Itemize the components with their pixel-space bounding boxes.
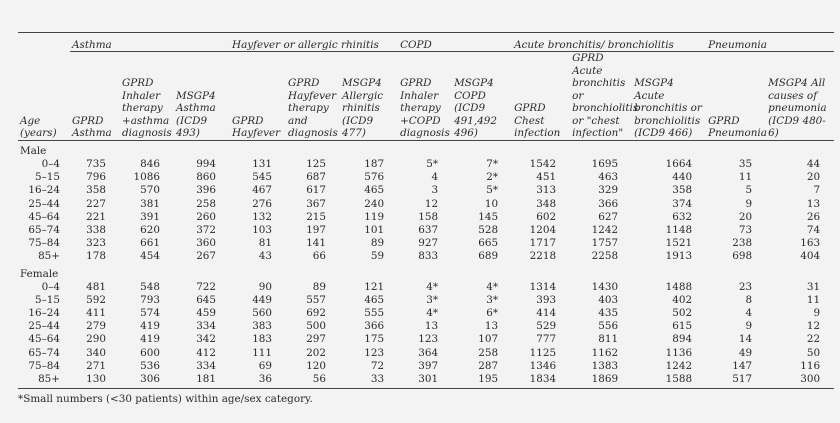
value-cell: 313 [536, 184, 557, 197]
value-cell: 89 [312, 280, 327, 293]
value-cell: 367 [306, 197, 327, 210]
age-cell: 65–74 [28, 346, 60, 359]
value-cell: 7 [813, 184, 821, 197]
value-cell: 2218 [529, 250, 557, 263]
value-cell: 846 [140, 158, 160, 171]
age-cell: 85+ [18, 373, 70, 389]
value-cell: 529 [536, 320, 557, 333]
value-cell: 158 [418, 210, 439, 223]
value-cell: 1913 [665, 250, 693, 263]
footnote: *Small numbers (<30 patients) within age/sex category. [18, 393, 313, 405]
value-cell: 334 [196, 320, 217, 333]
value-cell: 381 [140, 197, 160, 210]
value-cell: 411 [86, 307, 106, 320]
value-cell: 545 [252, 171, 273, 184]
value-cell: 637 [418, 223, 439, 236]
value-cell: 366 [364, 320, 385, 333]
value-cell: 334 [196, 359, 217, 372]
value-cell: 574 [140, 307, 160, 320]
value-cell: 267 [196, 250, 217, 263]
value-cell: 1125 [529, 346, 557, 359]
value-cell: 358 [672, 184, 693, 197]
value-cell: 860 [196, 171, 217, 184]
table-row [18, 346, 834, 359]
value-cell: 500 [306, 320, 327, 333]
value-cell: 89 [370, 237, 385, 250]
value-cell: 181 [174, 373, 230, 389]
value-cell: 927 [418, 237, 439, 250]
value-cell: 397 [418, 359, 439, 372]
value-cell: 555 [364, 307, 385, 320]
data-table [18, 32, 834, 389]
value-cell: 145 [478, 210, 499, 223]
value-cell: 8 [745, 293, 753, 306]
value-cell: 13 [806, 197, 821, 210]
value-cell: 364 [418, 346, 439, 359]
age-cell: 75–84 [28, 359, 60, 372]
value-cell: 13 [424, 320, 439, 333]
value-cell: 116 [800, 359, 821, 372]
value-cell: 1542 [529, 158, 557, 171]
value-cell: 123 [364, 346, 385, 359]
value-cell: 481 [86, 280, 106, 293]
value-cell: 20 [738, 210, 753, 223]
value-cell: 338 [86, 223, 106, 236]
value-cell: 374 [672, 197, 693, 210]
value-cell: 459 [196, 307, 217, 320]
value-cell: 1521 [665, 237, 693, 250]
value-cell: 383 [252, 320, 273, 333]
value-cell: 202 [306, 346, 327, 359]
value-cell: 661 [140, 237, 160, 250]
age-cell: 16–24 [28, 184, 60, 197]
value-cell: 279 [86, 320, 106, 333]
table-row [18, 184, 834, 197]
value-cell: 12 [424, 197, 439, 210]
table-row [18, 307, 834, 320]
value-cell: 419 [140, 333, 160, 346]
value-cell: 419 [140, 320, 160, 333]
value-cell: 560 [252, 307, 273, 320]
value-cell: 81 [258, 237, 273, 250]
value-cell: 692 [306, 307, 327, 320]
value-cell: 56 [286, 373, 340, 389]
value-cell: 404 [800, 250, 821, 263]
age-cell: 25–44 [28, 320, 60, 333]
column-header: MSGP4 All causes of pneumonia (ICD9 480-6) [766, 52, 834, 141]
value-cell: 698 [732, 250, 753, 263]
table-row [18, 333, 834, 346]
value-cell: 290 [86, 333, 106, 346]
value-cell: 414 [536, 307, 557, 320]
value-cell: 2258 [591, 250, 619, 263]
value-cell: 366 [598, 197, 619, 210]
value-cell: 7* [486, 158, 499, 171]
value-cell: 119 [364, 210, 385, 223]
value-cell: 1242 [665, 359, 693, 372]
value-cell: 5* [426, 158, 439, 171]
value-cell: 833 [418, 250, 439, 263]
value-cell: 528 [478, 223, 499, 236]
value-cell: 393 [536, 293, 557, 306]
value-cell: 66 [312, 250, 327, 263]
value-cell: 449 [252, 293, 273, 306]
value-cell: 141 [306, 237, 327, 250]
value-cell: 1383 [591, 359, 619, 372]
value-cell: 342 [196, 333, 217, 346]
value-cell: 13 [484, 320, 499, 333]
value-cell: 240 [364, 197, 385, 210]
value-cell: 101 [364, 223, 385, 236]
column-header: GPRD Hayfever therapy and diagnosis [286, 52, 340, 141]
value-cell: 9 [745, 320, 753, 333]
value-cell: 4* [426, 307, 439, 320]
value-cell: 187 [364, 158, 385, 171]
value-cell: 454 [140, 250, 160, 263]
table-row [18, 280, 834, 293]
age-cell: 45–64 [28, 210, 60, 223]
age-cell: 85+ [38, 250, 60, 263]
value-cell: 107 [478, 333, 499, 346]
column-header: GPRD Pneumonia [706, 52, 766, 141]
value-cell: 391 [140, 210, 160, 223]
group-header-pneumonia: Pneumonia [706, 33, 834, 52]
value-cell: 1834 [512, 373, 570, 389]
value-cell: 570 [140, 184, 160, 197]
value-cell: 238 [732, 237, 753, 250]
value-cell: 11 [806, 293, 821, 306]
value-cell: 74 [806, 223, 821, 236]
value-cell: 123 [418, 333, 439, 346]
value-cell: 600 [140, 346, 160, 359]
table-row [18, 158, 834, 171]
age-cell: 5–15 [34, 171, 60, 184]
value-cell: 227 [86, 197, 106, 210]
value-cell: 9 [813, 307, 821, 320]
table-row [18, 224, 834, 237]
value-cell: 360 [196, 237, 217, 250]
value-cell: 602 [536, 210, 557, 223]
value-cell: 260 [196, 210, 217, 223]
value-cell: 689 [478, 250, 499, 263]
value-cell: 10 [484, 197, 499, 210]
value-cell: 12 [806, 320, 821, 333]
value-cell: 632 [672, 210, 693, 223]
value-cell: 620 [140, 223, 160, 236]
value-cell: 1695 [591, 158, 619, 171]
value-cell: 1588 [632, 373, 706, 389]
column-header: MSGP4 Asthma (ICD9 493) [174, 52, 230, 141]
value-cell: 258 [196, 197, 217, 210]
table-row [18, 210, 834, 223]
value-cell: 412 [196, 346, 217, 359]
value-cell: 4 [431, 171, 439, 184]
table-row [18, 294, 834, 307]
value-cell: 59 [370, 250, 385, 263]
value-cell: 4* [426, 280, 439, 293]
value-cell: 994 [196, 158, 217, 171]
column-header: MSGP4 Allergic rhinitis (ICD9 477) [340, 52, 398, 141]
value-cell: 3* [426, 293, 439, 306]
value-cell: 722 [196, 280, 217, 293]
age-cell: 45–64 [28, 333, 60, 346]
value-cell: 23 [738, 280, 753, 293]
value-cell: 183 [252, 333, 273, 346]
value-cell: 592 [86, 293, 106, 306]
age-cell: 65–74 [28, 223, 60, 236]
value-cell: 1242 [591, 223, 619, 236]
value-cell: 1204 [529, 223, 557, 236]
value-cell: 20 [806, 171, 821, 184]
value-cell: 120 [306, 359, 327, 372]
table-row [18, 360, 834, 373]
value-cell: 735 [86, 158, 106, 171]
value-cell: 33 [340, 373, 398, 389]
value-cell: 103 [252, 223, 273, 236]
value-cell: 329 [598, 184, 619, 197]
table-row [18, 373, 834, 389]
age-cell: 16–24 [28, 307, 60, 320]
value-cell: 90 [258, 280, 273, 293]
value-cell: 44 [806, 158, 821, 171]
value-cell: 1148 [665, 223, 693, 236]
value-cell: 271 [86, 359, 106, 372]
value-cell: 615 [672, 320, 693, 333]
value-cell: 5 [745, 184, 753, 197]
value-cell: 440 [672, 171, 693, 184]
value-cell: 31 [806, 280, 821, 293]
value-cell: 372 [196, 223, 217, 236]
value-cell: 3* [486, 293, 499, 306]
column-header: GPRD Inhaler therapy +asthma diagnosis [120, 52, 174, 141]
value-cell: 131 [252, 158, 273, 171]
value-cell: 36 [230, 373, 286, 389]
value-cell: 403 [598, 293, 619, 306]
value-cell: 517 [706, 373, 766, 389]
group-header-bronchitis: Acute bronchitis/ bronchiolitis [512, 33, 706, 52]
value-cell: 2* [486, 171, 499, 184]
value-cell: 69 [258, 359, 273, 372]
section-label: Male [20, 144, 47, 157]
value-cell: 22 [806, 333, 821, 346]
group-header-row [18, 33, 834, 52]
column-header: GPRD Inhaler therapy +COPD diagnosis [398, 52, 452, 141]
value-cell: 556 [598, 320, 619, 333]
value-cell: 72 [370, 359, 385, 372]
group-header-copd: COPD [398, 33, 512, 52]
value-cell: 163 [800, 237, 821, 250]
value-cell: 197 [306, 223, 327, 236]
value-cell: 463 [598, 171, 619, 184]
value-cell: 894 [672, 333, 693, 346]
value-cell: 276 [252, 197, 273, 210]
group-header-asthma: Asthma [70, 33, 230, 52]
column-header: MSGP4 COPD (ICD9 491,492 496) [452, 52, 512, 141]
value-cell: 49 [738, 346, 753, 359]
value-cell: 451 [536, 171, 557, 184]
value-cell: 1162 [591, 346, 619, 359]
value-cell: 1717 [529, 237, 557, 250]
age-cell: 75–84 [28, 237, 60, 250]
value-cell: 340 [86, 346, 106, 359]
value-cell: 548 [140, 280, 160, 293]
value-cell: 125 [306, 158, 327, 171]
value-cell: 348 [536, 197, 557, 210]
value-cell: 130 [70, 373, 120, 389]
value-cell: 147 [732, 359, 753, 372]
value-cell: 297 [306, 333, 327, 346]
value-cell: 557 [306, 293, 327, 306]
value-cell: 301 [398, 373, 452, 389]
value-cell: 14 [738, 333, 753, 346]
value-cell: 9 [745, 197, 753, 210]
value-cell: 111 [252, 346, 273, 359]
column-header-row [18, 52, 834, 141]
table-row [18, 320, 834, 333]
group-header-blank [18, 33, 70, 52]
value-cell: 576 [364, 171, 385, 184]
value-cell: 132 [252, 210, 273, 223]
column-header: GPRD Asthma [70, 52, 120, 141]
value-cell: 1664 [665, 158, 693, 171]
value-cell: 1346 [529, 359, 557, 372]
table-body [18, 140, 834, 388]
value-cell: 777 [536, 333, 557, 346]
value-cell: 287 [478, 359, 499, 372]
value-cell: 73 [738, 223, 753, 236]
value-cell: 793 [140, 293, 160, 306]
section-row [18, 263, 834, 280]
value-cell: 465 [364, 184, 385, 197]
value-cell: 26 [806, 210, 821, 223]
table-row [18, 171, 834, 184]
value-cell: 258 [478, 346, 499, 359]
value-cell: 1488 [665, 280, 693, 293]
value-cell: 687 [306, 171, 327, 184]
value-cell: 435 [598, 307, 619, 320]
value-cell: 796 [86, 171, 106, 184]
value-cell: 465 [364, 293, 385, 306]
age-cell: 0–4 [41, 158, 60, 171]
value-cell: 221 [86, 210, 106, 223]
column-header: GPRD Acute bronchitis or bronchiolitis or "chest infection" [572, 52, 639, 139]
value-cell: 1430 [591, 280, 619, 293]
value-cell: 11 [738, 171, 753, 184]
value-cell: 665 [478, 237, 499, 250]
value-cell: 323 [86, 237, 106, 250]
column-header: GPRD Hayfever [230, 52, 286, 141]
value-cell: 50 [806, 346, 821, 359]
value-cell: 1314 [529, 280, 557, 293]
value-cell: 300 [766, 373, 834, 389]
value-cell: 617 [306, 184, 327, 197]
value-cell: 1086 [133, 171, 160, 184]
value-cell: 121 [364, 280, 385, 293]
group-header-hayfever: Hayfever or allergic rhinitis [230, 33, 398, 52]
age-cell: 5–15 [34, 293, 60, 306]
value-cell: 627 [598, 210, 619, 223]
table-row [18, 250, 834, 263]
value-cell: 43 [258, 250, 273, 263]
value-cell: 1136 [665, 346, 693, 359]
value-cell: 195 [452, 373, 512, 389]
age-cell: 0–4 [41, 280, 60, 293]
value-cell: 4* [486, 280, 499, 293]
column-header: Age (years) [18, 52, 70, 141]
value-cell: 175 [364, 333, 385, 346]
section-row [18, 140, 834, 158]
value-cell: 1757 [591, 237, 619, 250]
table-row [18, 237, 834, 250]
age-cell: 25–44 [28, 197, 60, 210]
value-cell: 467 [252, 184, 273, 197]
table-row [18, 197, 834, 210]
value-cell: 811 [598, 333, 619, 346]
column-header: MSGP4 Acute bronchitis or bronchiolitis (ICD9 466) [632, 52, 706, 141]
value-cell: 536 [140, 359, 160, 372]
value-cell: 402 [672, 293, 693, 306]
value-cell: 358 [86, 184, 106, 197]
value-cell: 4 [745, 307, 753, 320]
value-cell: 1869 [570, 373, 632, 389]
section-label: Female [20, 267, 59, 280]
value-cell: 6* [486, 307, 499, 320]
value-cell: 215 [306, 210, 327, 223]
value-cell: 3 [431, 184, 439, 197]
value-cell: 306 [120, 373, 174, 389]
value-cell: 502 [672, 307, 693, 320]
column-header: GPRD Chest infection [512, 52, 570, 141]
value-cell: 178 [86, 250, 106, 263]
value-cell: 645 [196, 293, 217, 306]
value-cell: 396 [196, 184, 217, 197]
value-cell: 35 [738, 158, 753, 171]
value-cell: 5* [486, 184, 499, 197]
